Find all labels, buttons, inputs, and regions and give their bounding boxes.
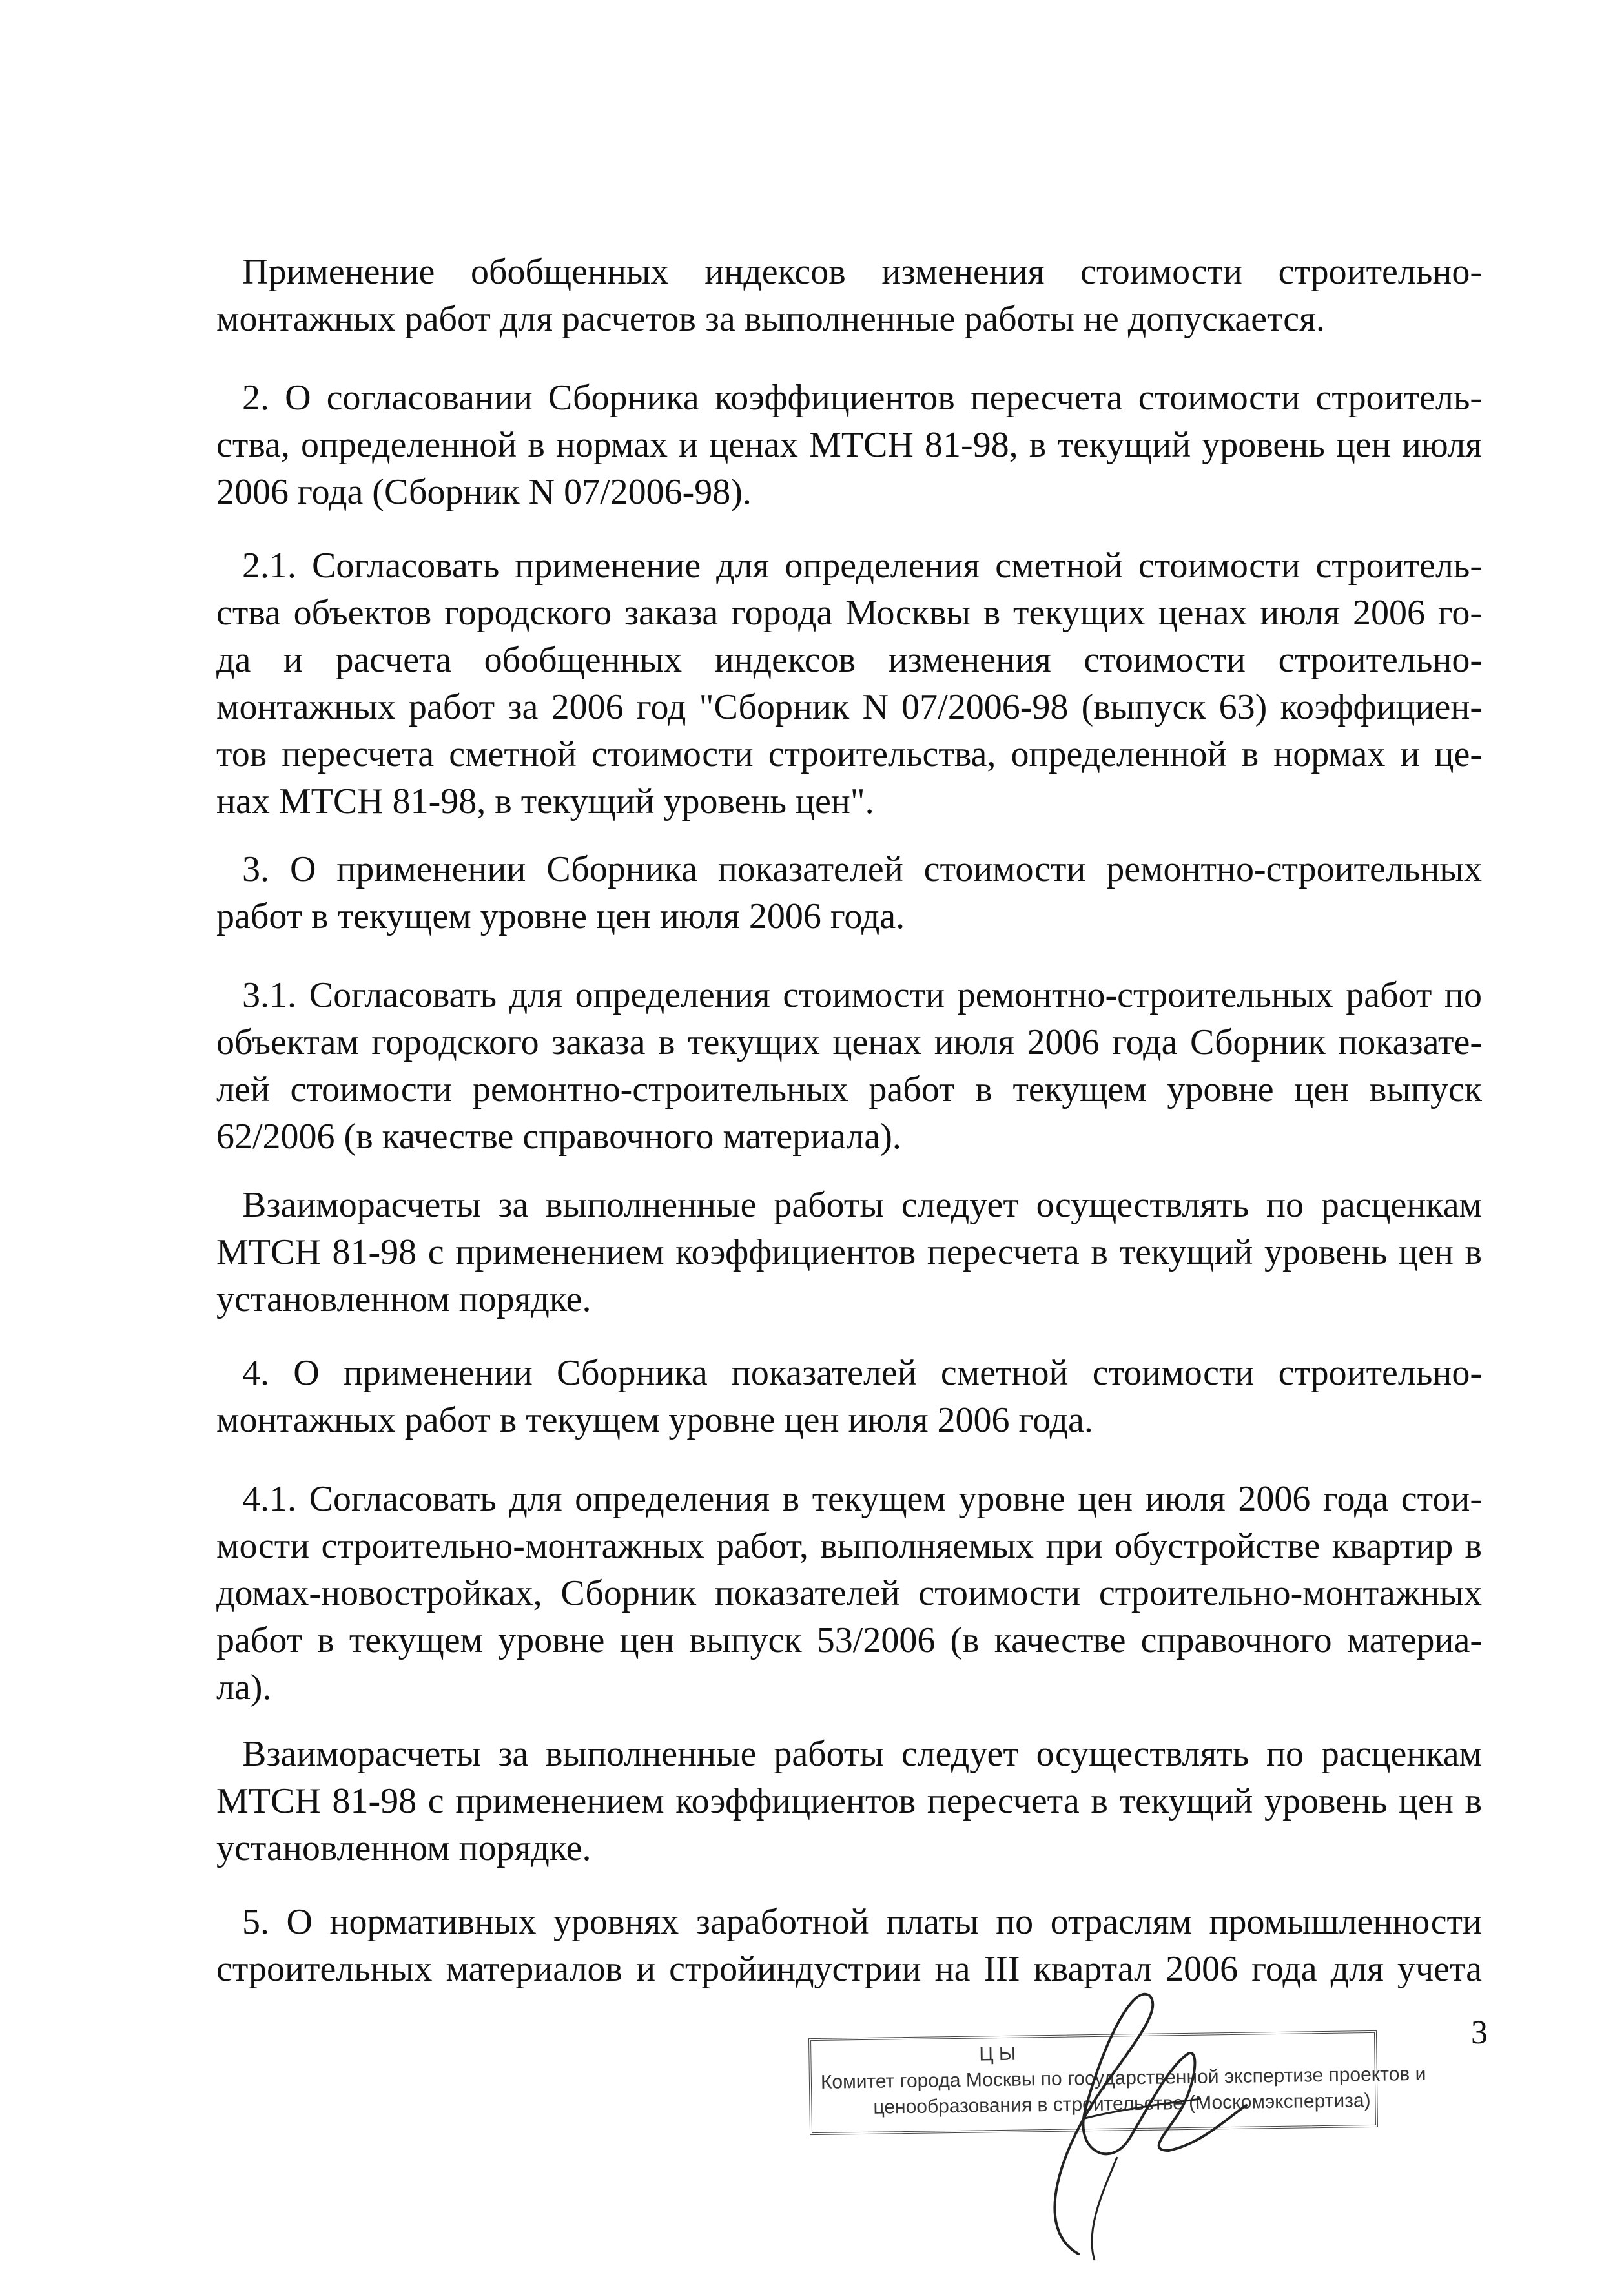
text-line: установленном порядке. (216, 1828, 591, 1868)
text-line: тов пересчета сметной стоимости строительства, определенной в нормах и це- (216, 734, 1482, 774)
text-line: 2. О согласовании Сборника коэффициентов пересчета стоимости строитель- (242, 378, 1482, 418)
paragraph-section-2 (216, 375, 1482, 516)
text-line: монтажных работ в текущем уровне цен июля 2006 года. (216, 1400, 1093, 1440)
text-line: объектам городского заказа в текущих ценах июля 2006 года Сборник показате- (216, 1022, 1482, 1062)
text-line: МТСН 81-98 с применением коэффициентов пересчета в текущий уровень цен в (216, 1781, 1482, 1821)
paragraph-section-3-1 (216, 972, 1482, 1161)
text-line: строительных материалов и стройиндустрии на III квартал 2006 года для учета (216, 1949, 1482, 1989)
text-line: 2.1. Согласовать применение для определения сметной стоимости строитель- (242, 546, 1482, 586)
paragraph-section-4 (216, 1350, 1482, 1444)
paragraph-section-4-1 (216, 1476, 1482, 1711)
handwritten-signature (956, 1957, 1266, 2280)
stamp-line-2: ценообразования в строительстве (Москомэкспертиза) (873, 2090, 1371, 2118)
text-line: 2006 года (Сборник N 07/2006-98). (216, 472, 752, 512)
text-line: лей стоимости ремонтно-строительных работ в текущем уровне цен выпуск (216, 1069, 1482, 1110)
text-line: мости строительно-монтажных работ, выполняемых при обустройстве квартир в (216, 1526, 1482, 1566)
text-line: 3. О применении Сборника показателей стоимости ремонтно-строительных (242, 849, 1482, 889)
text-line: Применение обобщенных индексов изменения стоимости строительно- (242, 252, 1482, 292)
text-line: работ в текущем уровне цен выпуск 53/2006 (в качестве справочного материа- (216, 1620, 1482, 1660)
text-line: МТСН 81-98 с применением коэффициентов пересчета в текущий уровень цен в (216, 1232, 1482, 1272)
text-line: 62/2006 (в качестве справочного материала). (216, 1117, 901, 1157)
text-line: нах МТСН 81-98, в текущий уровень цен". (216, 781, 874, 821)
text-line: ства, определенной в нормах и ценах МТСН 81-98, в текущий уровень цен июля (216, 425, 1482, 465)
text-line: 4. О применении Сборника показателей сметной стоимости строительно- (242, 1353, 1482, 1393)
paragraph-section-2-1 (216, 542, 1482, 825)
text-line: монтажных работ для расчетов за выполненные работы не допускается. (216, 299, 1325, 339)
stamp-top-text: Ц Ы (979, 2043, 1016, 2065)
text-line: монтажных работ за 2006 год "Сборник N 07/2006-98 (выпуск 63) коэффициен- (216, 687, 1482, 727)
paragraph-section-5 (216, 1899, 1482, 1993)
paragraph-settlements-1 (216, 1182, 1482, 1323)
page-number: 3 (1471, 2014, 1488, 2051)
text-line: Взаиморасчеты за выполненные работы следует осуществлять по расценкам (242, 1734, 1482, 1774)
text-line: да и расчета обобщенных индексов изменения стоимости строительно- (216, 640, 1482, 680)
stamp-line-1: Комитет города Москвы по государственной экспертизе проектов и (820, 2063, 1426, 2093)
text-line: Взаиморасчеты за выполненные работы следует осуществлять по расценкам (242, 1185, 1482, 1225)
text-line: домах-новостройках, Сборник показателей стоимости строительно-монтажных (216, 1573, 1482, 1613)
paragraph-section-3 (216, 846, 1482, 940)
paragraph-settlements-2 (216, 1731, 1482, 1872)
text-line: установленном порядке. (216, 1279, 591, 1319)
paragraph-usage-restriction (216, 249, 1482, 343)
text-line: ла). (216, 1667, 272, 1708)
text-line: ства объектов городского заказа города Москвы в текущих ценах июля 2006 го- (216, 593, 1482, 633)
text-line: 4.1. Согласовать для определения в текущем уровне цен июля 2006 года стои- (242, 1479, 1482, 1519)
text-line: работ в текущем уровне цен июля 2006 года. (216, 896, 905, 936)
text-line: 5. О нормативных уровнях заработной платы по отраслям промышленности (242, 1902, 1482, 1942)
text-line: 3.1. Согласовать для определения стоимости ремонтно-строительных работ по (242, 975, 1482, 1015)
